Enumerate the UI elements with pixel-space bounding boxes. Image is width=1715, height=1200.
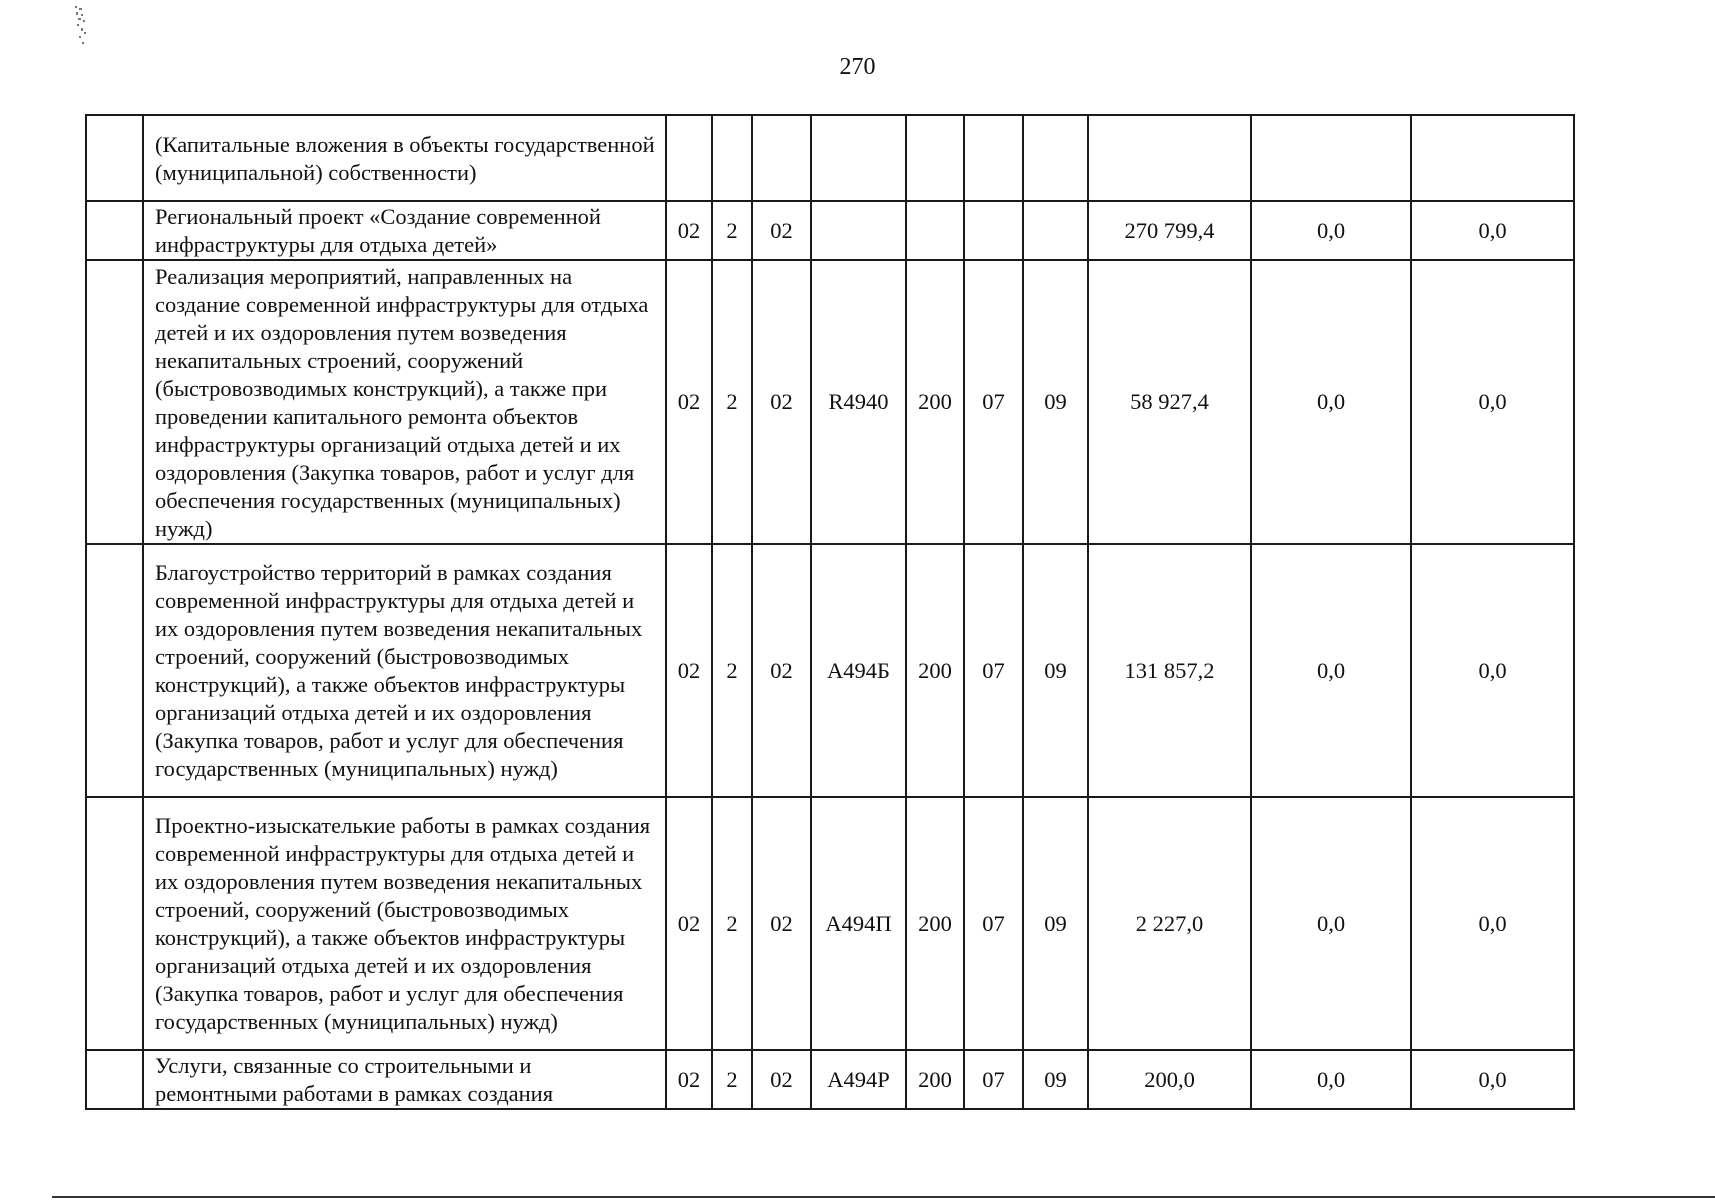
section-code (964, 115, 1023, 201)
amount-year-2: 0,0 (1251, 260, 1411, 544)
program-code: 02 (666, 544, 712, 797)
expense-type-code (906, 201, 964, 260)
table-row (86, 1050, 1574, 1109)
table-row (86, 797, 1574, 1050)
row-description: (Капитальные вложения в объекты государственной (муниципальной) собственности) (143, 115, 666, 201)
row-number (86, 544, 143, 797)
subprogram-code: 2 (712, 201, 752, 260)
section-code: 07 (964, 1050, 1023, 1109)
amount-year-1: 131 857,2 (1088, 544, 1251, 797)
program-code (666, 115, 712, 201)
subprogram-code: 2 (712, 797, 752, 1050)
amount-year-2: 0,0 (1251, 201, 1411, 260)
row-description: Проектно-изыскателькие работы в рамках создания современной инфраструктуры для отдыха детей и их оздоровления путем возведения некапитальных строений, сооружений (быстровозводимых конструкций), а также объектов инфраструктуры организаций отдыха детей и их оздоровления (Закупка товаров, работ и услуг для обеспечения государственных (муниципальных) нужд) (143, 797, 666, 1050)
amount-year-3: 0,0 (1411, 260, 1574, 544)
row-description: Услуги, связанные со строительными и ремонтными работами в рамках создания (143, 1050, 666, 1109)
row-number (86, 201, 143, 260)
scan-artifact (72, 4, 94, 48)
expense-type-code (906, 115, 964, 201)
subsection-code: 09 (1023, 1050, 1088, 1109)
row-description: Реализация мероприятий, направленных на создание современной инфраструктуры для отдыха детей и их оздоровления путем возведения некапитальных строений, сооружений (быстровозводимых конструкций), а также при проведении капитального ремонта объектов инфраструктуры организаций отдыха детей и их оздоровления (Закупка товаров, работ и услуг для обеспечения государственных (муниципальных) нужд) (143, 260, 666, 544)
expense-type-code: 200 (906, 1050, 964, 1109)
project-code: 02 (752, 260, 811, 544)
program-code: 02 (666, 260, 712, 544)
amount-year-3: 0,0 (1411, 201, 1574, 260)
amount-year-3: 0,0 (1411, 797, 1574, 1050)
expense-type-code: 200 (906, 544, 964, 797)
amount-year-3: 0,0 (1411, 544, 1574, 797)
target-article-code: А494Б (811, 544, 906, 797)
target-article-code: А494Р (811, 1050, 906, 1109)
amount-year-1: 58 927,4 (1088, 260, 1251, 544)
subsection-code (1023, 115, 1088, 201)
amount-year-2: 0,0 (1251, 1050, 1411, 1109)
row-description: Благоустройство территорий в рамках создания современной инфраструктуры для отдыха детей и их оздоровления путем возведения некапитальных строений, сооружений (быстровозводимых конструкций), а также объектов инфраструктуры организаций отдыха детей и их оздоровления (Закупка товаров, работ и услуг для обеспечения государственных (муниципальных) нужд) (143, 544, 666, 797)
subsection-code (1023, 201, 1088, 260)
subsection-code: 09 (1023, 544, 1088, 797)
target-article-code: R4940 (811, 260, 906, 544)
row-number (86, 115, 143, 201)
row-number (86, 1050, 143, 1109)
project-code (752, 115, 811, 201)
row-number (86, 260, 143, 544)
page-number: 270 (839, 54, 876, 80)
program-code: 02 (666, 201, 712, 260)
subsection-code: 09 (1023, 260, 1088, 544)
row-number (86, 797, 143, 1050)
amount-year-1 (1088, 115, 1251, 201)
target-article-code: А494П (811, 797, 906, 1050)
subprogram-code: 2 (712, 1050, 752, 1109)
amount-year-3 (1411, 115, 1574, 201)
page-edge-line (52, 1196, 1715, 1198)
section-code: 07 (964, 260, 1023, 544)
project-code: 02 (752, 544, 811, 797)
amount-year-1: 200,0 (1088, 1050, 1251, 1109)
amount-year-2: 0,0 (1251, 544, 1411, 797)
program-code: 02 (666, 797, 712, 1050)
subprogram-code (712, 115, 752, 201)
amount-year-1: 2 227,0 (1088, 797, 1251, 1050)
project-code: 02 (752, 201, 811, 260)
budget-table (85, 114, 1575, 1110)
section-code: 07 (964, 797, 1023, 1050)
table-row (86, 544, 1574, 797)
target-article-code (811, 201, 906, 260)
subprogram-code: 2 (712, 260, 752, 544)
target-article-code (811, 115, 906, 201)
section-code: 07 (964, 544, 1023, 797)
table-row (86, 260, 1574, 544)
table-row (86, 201, 1574, 260)
row-description: Региональный проект «Создание современной инфраструктуры для отдыха детей» (143, 201, 666, 260)
amount-year-2 (1251, 115, 1411, 201)
project-code: 02 (752, 797, 811, 1050)
section-code (964, 201, 1023, 260)
subsection-code: 09 (1023, 797, 1088, 1050)
program-code: 02 (666, 1050, 712, 1109)
amount-year-3: 0,0 (1411, 1050, 1574, 1109)
expense-type-code: 200 (906, 797, 964, 1050)
table-row (86, 115, 1574, 201)
subprogram-code: 2 (712, 544, 752, 797)
expense-type-code: 200 (906, 260, 964, 544)
amount-year-2: 0,0 (1251, 797, 1411, 1050)
project-code: 02 (752, 1050, 811, 1109)
amount-year-1: 270 799,4 (1088, 201, 1251, 260)
